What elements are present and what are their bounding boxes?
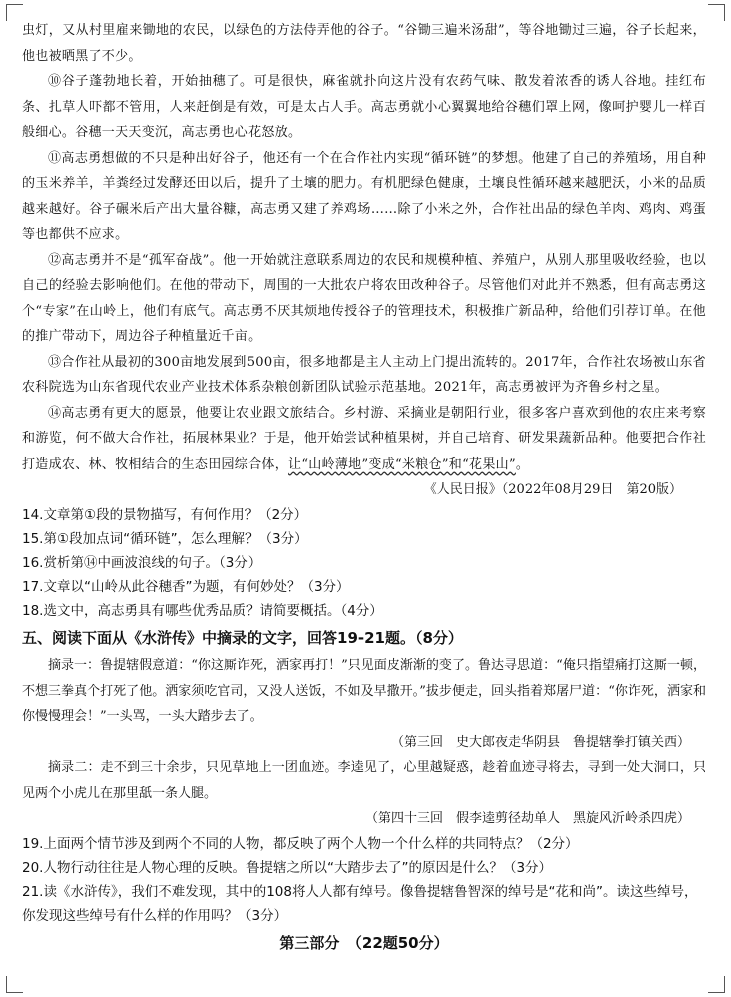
- excerpt-2: 摘录二：走不到三十余步，只见草地上一团血迹。李逵见了，心里越疑惑，趁着血迹寻将去，寻到一处大洞口，只见两个小虎儿在那里舐一条人腿。: [22, 760, 706, 801]
- excerpt-1: 摘录一：鲁提辖假意道：“你这厮诈死，洒家再打！”只见面皮渐渐的变了。鲁达寻思道：“俺只指望痛打这厮一顿，不想三拳真个打死了他。洒家须吃官司，又没人送饭，不如及早撒开。”拔步便走，回头指着郑屠尸道：“你诈死，洒家和你慢慢理会！”一头骂，一头大踏步去了。: [22, 658, 706, 724]
- crop-mark-top-left: [6, 4, 23, 21]
- question-18: 18.选文中，高志勇具有哪些优秀品质？请简要概括。（4分）: [22, 603, 383, 619]
- paragraph-12: ⑫高志勇并不是“孤军奋战”。他一开始就注意联系周边的农民和规模种植、养殖户，从别人那里吸收经验，也以自己的经验去影响他们。在他的带动下，周围的一大批农户将农田改种谷子。尽管他们对此并不熟悉，但有高志勇这个“专家”在山岭上，他们有底气。高志勇不厌其烦地传授谷子的管理技术，积极推广新品种，给他们引荐订单。在他的推广带动下，周边谷子种植量近千亩。: [22, 252, 706, 344]
- question-17: 17.文章以“山岭从此谷穗香”为题，有何妙处？（3分）: [22, 579, 350, 595]
- question-14: 14.文章第①段的景物描写，有何作用？（2分）: [22, 507, 308, 523]
- crop-mark-top-right: [708, 4, 725, 21]
- part-3-heading: 第三部分 （22题50分）: [279, 933, 449, 952]
- question-19: 19.上面两个情节涉及到两个不同的人物，都反映了两个人物一个什么样的共同特点？（2分）: [22, 835, 579, 852]
- paragraph-10: ⑩谷子蓬勃地长着，开始抽穗了。可是很快，麻雀就扑向这片没有农药气味、散发着浓香的诱人谷地。挂红布条、扎草人吓都不管用，人来赶倒是有效，可是太占人手。高志勇就小心翼翼地给谷穗们罩上网，像呵护婴儿一样百般细心。谷穗一天天变沉，高志勇也心花怒放。: [22, 74, 706, 140]
- exam-page: [22, 18, 706, 956]
- question-16: 16.赏析第⑭中画波浪线的句子。（3分）: [22, 555, 262, 571]
- paragraph-continued: 虫灯，又从村里雇来锄地的农民，以绿色的方法侍弄他的谷子。“谷锄三遍米汤甜”，等谷地锄过三遍，谷子长起来，他也被晒黑了不少。: [22, 23, 706, 64]
- section-5-heading: 五、阅读下面从《水浒传》中摘录的文字，回答19-21题。（8分）: [22, 629, 463, 647]
- paragraph-14-text: ⑭高志勇有更大的愿景，他要让农业跟文旅结合。乡村游、采摘业是朝阳行业，很多客户喜欢到他的农庄来考察和游览，何不做大合作社，拓展林果业？于是，他开始尝试种植果树，并自己培育、研发果蔬新品种。他要把合作社打造成农、林、牧相结合的生态田园综合体，: [22, 405, 706, 472]
- crop-mark-bottom-left: [6, 976, 23, 993]
- question-21: 21.读《水浒传》，我们不难发现，其中的108将人人都有绰号。像鲁提辖鲁智深的绰号是“花和尚”。读这些绰号，你发现这些绰号有什么样的作用吗？（3分）: [22, 883, 698, 924]
- excerpt-2-source: （第四十三回 假李逵剪径劫单人 黑旋风沂岭杀四虎）: [364, 811, 690, 826]
- paragraph-13: ⑬合作社从最初的300亩地发展到500亩，很多地都是主人主动上门提出流转的。2017年，合作社农场被山东省农科院选为山东省现代农业产业技术体系杂粮创新团队试验示范基地。2021年，高志勇被评为齐鲁乡村之星。: [22, 354, 706, 395]
- question-15: 15.第①段加点词“循环链”，怎么理解？（3分）: [22, 531, 308, 547]
- question-20: 20.人物行动往往是人物心理的反映。鲁提辖之所以“大踏步去了”的原因是什么？（3分）: [22, 859, 553, 876]
- paragraph-14-end: 。: [515, 456, 530, 472]
- paragraph-14: [22, 401, 706, 478]
- excerpt-1-source: （第三回 史大郎夜走华阴县 鲁提辖拳打镇关西）: [390, 734, 690, 750]
- wavy-underlined-sentence: 让“山岭薄地”变成“米粮仓”和“花果山”: [288, 456, 516, 472]
- crop-mark-bottom-right: [708, 976, 725, 993]
- paragraph-11: ⑪高志勇想做的不只是种出好谷子，他还有一个在合作社内实现“循环链”的梦想。他建了自己的养殖场，用自种的玉米养羊，羊粪经过发酵还田以后，提升了土壤的肥力。有机肥绿色健康，土壤良性循环越来越肥沃，小米的品质越来越好。谷子碾米后产出大量谷糠，高志勇又建了养鸡场……除了小米之外，合作社出品的绿色羊肉、鸡肉、鸡蛋等也都供不应求。: [22, 150, 706, 242]
- article-source: 《人民日报》（2022年08月29日 第20版）: [423, 482, 682, 497]
